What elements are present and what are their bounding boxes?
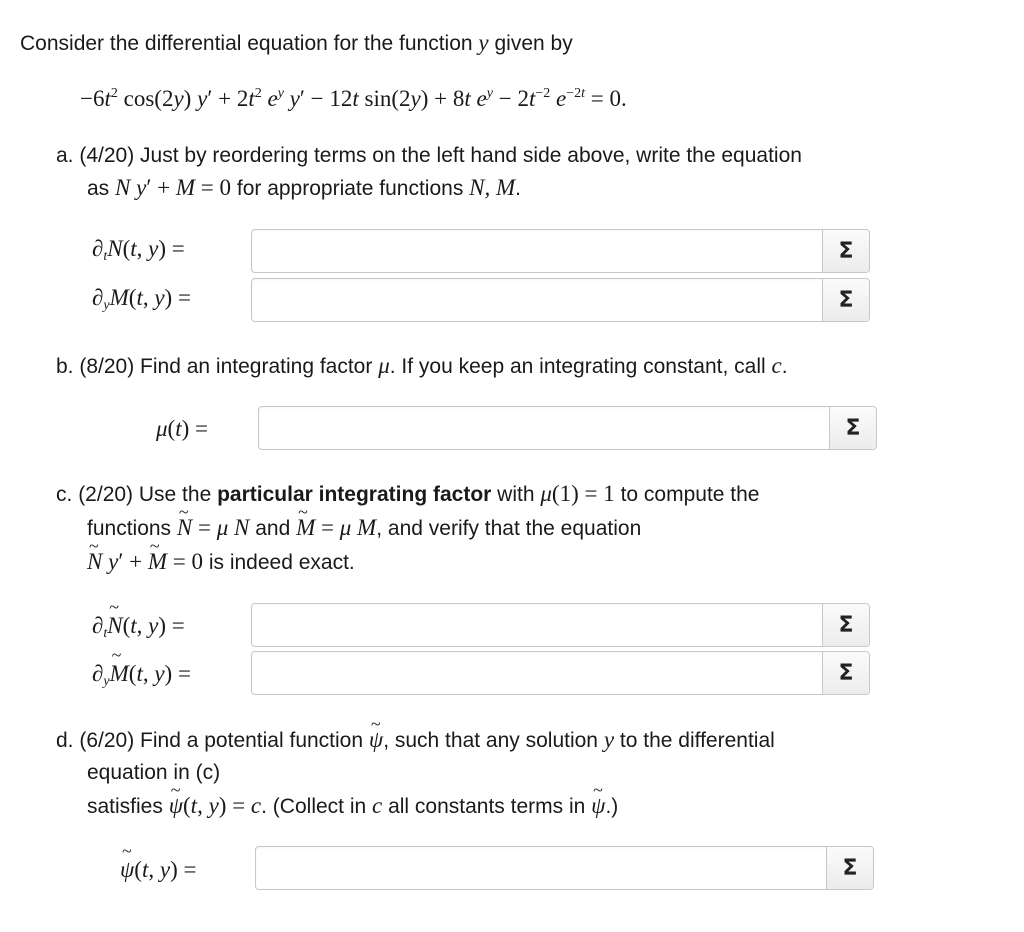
psi-answer-box [255, 846, 874, 890]
psi-label: ~ ψ(t, y) = [120, 857, 196, 883]
sigma-icon[interactable]: Σ [822, 604, 869, 646]
dyMtilde-input[interactable] [252, 652, 821, 694]
dyMtilde-answer-box [251, 651, 870, 695]
mu-label: μ(t) = [156, 416, 208, 441]
part-c-line2: functions ~ N = μ N and ~ M = μ M, and verify that the equation [87, 515, 641, 542]
dyM-answer-box [251, 278, 870, 322]
dyMtilde-label: $\partial_y\sim$ M(t, y) = [92, 661, 191, 687]
part-d-line2: equation in (c) [87, 761, 221, 784]
dtNtilde-input[interactable] [252, 604, 821, 646]
mu-answer-box [258, 406, 877, 450]
part-a-text: a. (4/20) Just by reordering terms on the left hand side above, write the equation [56, 144, 802, 167]
dtN-input[interactable] [252, 230, 821, 272]
sigma-icon[interactable]: Σ [829, 407, 876, 449]
part-d-line3: satisfies ~ ψ(t, y) = c. (Collect in c all constants terms in ~ ψ.) [87, 793, 618, 820]
part-c-line3: ~ N y′ + ~ M = 0 is indeed exact. [87, 549, 355, 576]
sigma-icon[interactable]: Σ [826, 847, 873, 889]
dyM-label: $\partial_yM(t$, y) = [92, 285, 191, 313]
dtNtilde-label: $\partial_t\sim$ N(t, y) = [92, 613, 185, 639]
main-equation: $-6t^2$ cos(2y) $y' + 2t^2$ $e^y$ y′ − 12t sin(2y) + 8t $e^y - 2t^{-2}$ $e^{-2t} = 0$. [80, 86, 627, 111]
part-b-text: b. (8/20) Find an integrating factor μ. If you keep an integrating constant, call c. [56, 353, 788, 378]
intro-text: Consider the differential equation for the function y given by [20, 30, 573, 55]
dtN-answer-box [251, 229, 870, 273]
dtNtilde-answer-box [251, 603, 870, 647]
part-a-line2: as N y′ + M = 0 for appropriate functions N, M. [87, 175, 522, 200]
sigma-icon[interactable]: Σ [822, 279, 869, 321]
sigma-icon[interactable]: Σ [822, 230, 869, 272]
dyM-input[interactable] [252, 279, 821, 321]
mu-input[interactable] [259, 407, 828, 449]
sigma-icon[interactable]: Σ [822, 652, 869, 694]
part-c-text: c. (2/20) Use the particular integrating factor with μ(1) = 1 to compute the [56, 481, 760, 506]
part-d-text: d. (6/20) Find a potential function ~ ψ, such that any solution y to the differential [56, 727, 775, 754]
psi-input[interactable] [256, 847, 825, 889]
dtN-label: $\partial_tN(t$, y) = [92, 236, 185, 264]
